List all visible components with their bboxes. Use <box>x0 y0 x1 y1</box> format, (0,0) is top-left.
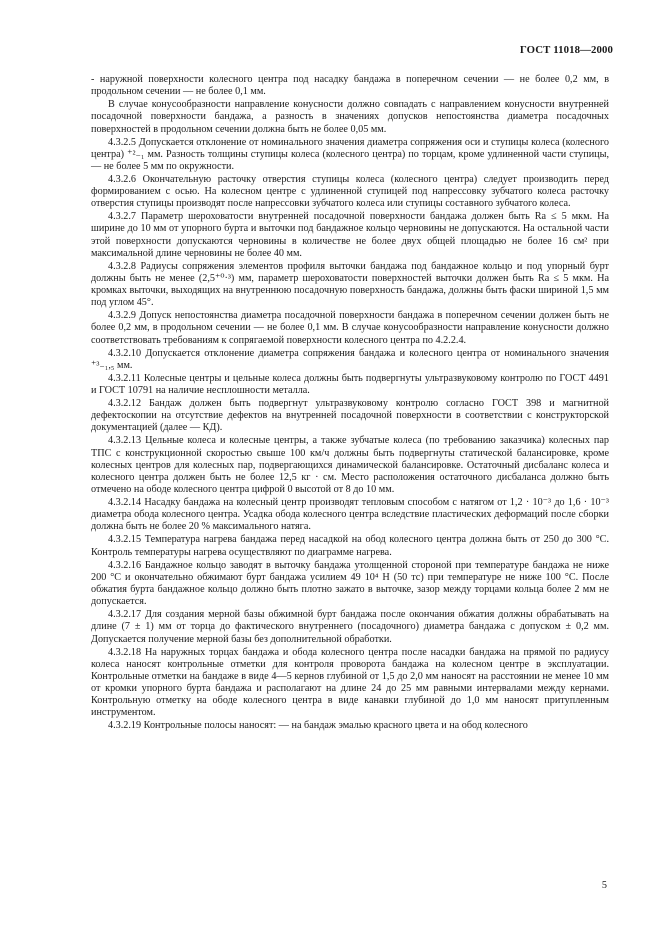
document-header: ГОСТ 11018—2000 <box>519 44 613 56</box>
paragraph: 4.3.2.16 Бандажное кольцо заводят в выточку бандажа утолщенной стороной при температуре бандажа не ниже 200 °С и окончательно обжимают бурт бандажа усилием 49 10⁴ Н (50 тс) при температуре не ниже 100 °С. После обжатия бурта бандажное кольцо должно быть плотно зажато в выточке, зазор между торцами кольца более 2 мм не допускается. <box>91 559 609 608</box>
paragraph: 4.3.2.11 Колесные центры и цельные колеса должны быть подвергнуты ультразвуковому контролю по ГОСТ 4491 и ГОСТ 10791 на наличие несплошности металла. <box>91 372 609 397</box>
paragraph: 4.3.2.12 Бандаж должен быть подвергнут ультразвуковому контролю согласно ГОСТ 398 и магнитной дефектоскопии на отсутствие дефектов на внутренней посадочной поверхности в соответствии с конструкторской документацией (далее — КД). <box>91 398 609 434</box>
paragraph: В случае конусообразности направление конусности должно совпадать с направлением конусности внутренней посадочной поверхности бандажа, а разность в значениях допусков непостоянства диаметра посадочных поверхностей в продольном сечении должна быть не более 0,05 мм. <box>91 99 609 135</box>
paragraph: 4.3.2.6 Окончательную расточку отверстия ступицы колеса (колесного центра) следует производить перед формированием с осью. На колесном центре с удлиненной ступицей под напрессовку зубчатого колеса расточку отверстия ступицы производят после напрессовки зубчатого колеса или ступицы составного зубчатого колеса. <box>91 173 609 210</box>
paragraph: 4.3.2.19 Контрольные полосы наносят: — на бандаж эмалью красного цвета и на обод колесного <box>108 720 528 732</box>
page-number: 5 <box>601 880 607 891</box>
paragraph: 4.3.2.13 Цельные колеса и колесные центры, а также зубчатые колеса (по требованию заказчика) колесных пар ТПС с конструкционной скоростью свыше 100 км/ч должны быть подвергнуты статической балансировке, кроме колесных центров для колесных пар, подвергающихся динамической балансировке. Остаточный дисбаланс колеса и колесного центра должен быть не более 12,5 кг · см. Место расположения остаточного дисбаланса должно быть отмечено на ободе колесного центра цифрой 0 высотой от 8 до 10 мм. <box>91 435 609 496</box>
paragraph: 4.3.2.15 Температура нагрева бандажа перед насадкой на обод колесного центра должна быть от 250 до 300 °С. Контроль температуры нагрева осуществляют по диаграмме нагрева. <box>91 534 609 558</box>
paragraph: 4.3.2.7 Параметр шероховатости внутренней посадочной поверхности бандажа должен быть Ra ≤ 5 мкм. На ширине до 10 мм от упорного бурта и выточки под бандажное кольцо черновины не допускаются. На остальной части этой поверхности допускаются черновины в количестве не более двух общей площадью не более 16 см² при максимальной длине черновины не более 40 мм. <box>91 211 609 259</box>
paragraph: 4.3.2.17 Для создания мерной базы обжимной бурт бандажа после окончания обжатия должны обрабатывать на длине (7 ± 1) мм от торца до фактического внутреннего (посадочного) диаметра бандажа с допуском ± 0,2 мм. Допускается получение мерной базы без дополнительной обработки. <box>91 609 609 645</box>
paragraph: 4.3.2.9 Допуск непостоянства диаметра посадочной поверхности бандажа в поперечном сечении должен быть не более 0,2 мм, в продольном сечении — не более 0,1 мм. В случае конусообразности направление конусности должно соответствовать требованиям к сопрягаемой поверхности колесного центра по 4.2.2.4. <box>91 310 609 346</box>
paragraph: 4.3.2.10 Допускается отклонение диаметра сопряжения бандажа и колесного центра от номинального значения ⁺³₋₁,₅ мм. <box>91 347 609 371</box>
paragraph: 4.3.2.8 Радиусы сопряжения элементов профиля выточки бандажа под бандажное кольцо и под упорный бурт должны быть не менее (2,5⁺⁰·³) мм, параметр шероховатости поверхностей выточки должен быть Ra ≤ 5 мкм. На кромках выточки, выходящих на внутреннюю посадочную поверхность бандажа, должны быть фаски шириной 1,5 мм под углом 45°. <box>91 260 609 309</box>
paragraph: 4.3.2.5 Допускается отклонение от номинального значения диаметра сопряжения оси и ступицы колеса (колесного центра) ⁺²₋₁ мм. Разность толщины ступицы колеса (колесного центра) по торцам, кроме удлиненной части ступицы, — не более 5 мм по окружности. <box>91 136 609 172</box>
document-body <box>91 74 609 733</box>
paragraph: 4.3.2.18 На наружных торцах бандажа и обода колесного центра после насадки бандажа на прямой по радиусу колеса наносят контрольные отметки для контроля проворота бандажа на колесном центре в эксплуатации. Контрольные отметки на бандаже в виде 4—5 кернов глубиной от 1,5 до 2,0 мм наносят на расстоянии не менее 10 мм от кромки упорного бурта бандажа и располагают на длине 24 до 25 мм равными интервалами между кернами. Контрольную отметку на ободе колесного центра в виде канавки глубиной до 1,0 мм наносят притупленным инструментом. <box>91 646 609 719</box>
paragraph: - наружной поверхности колесного центра под насадку бандажа в поперечном сечении — не более 0,2 мм, в продольном сечении — не более 0,1 мм. <box>91 74 609 98</box>
paragraph: 4.3.2.14 Насадку бандажа на колесный центр производят тепловым способом с натягом от 1,2 · 10⁻³ до 1,6 · 10⁻³ диаметра обода колесного центра. Усадка обода колесного центра вследствие пластических деформаций после сборки должна быть не более 20 % максимального натяга. <box>91 497 609 533</box>
